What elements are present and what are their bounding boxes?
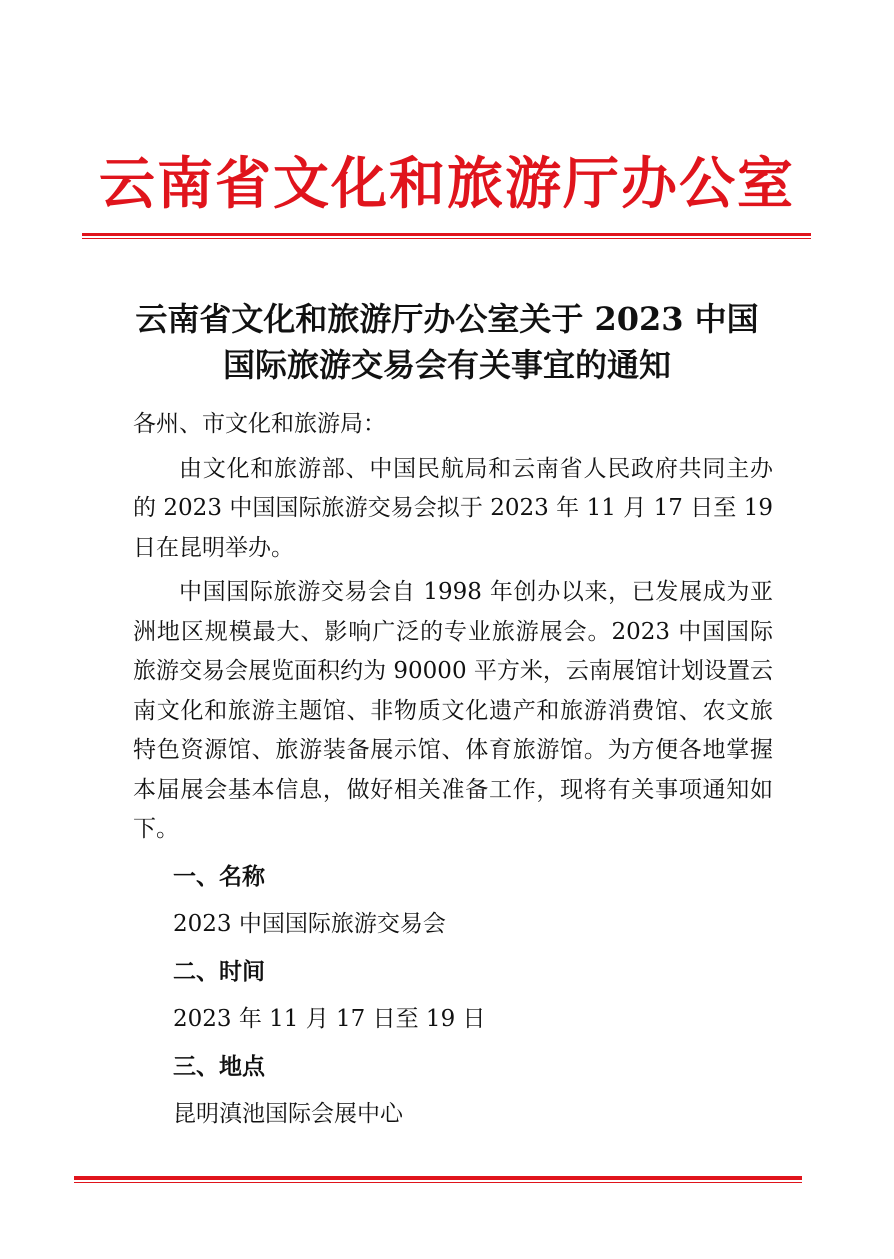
paragraph-1: 由文化和旅游部、中国民航局和云南省人民政府共同主办的 2023 中国国际旅游交易会拟于 2023 年 11 月 17 日至 19 日在昆明举办。 (133, 455, 773, 561)
section-body-name: 2023 中国国际旅游交易会 (173, 911, 446, 937)
document-body (133, 405, 773, 1135)
paragraph-2: 中国国际旅游交易会自 1998 年创办以来，已发展成为亚洲地区规模最大、影响广泛的专业旅游展会。2023 中国国际旅游交易会展览面积约为 90000 平方米，云南展馆计划设置云南文化和旅游主题馆、非物质文化遗产和旅游消费馆、农文旅特色资源馆、旅游装备展示馆、体育旅游馆。为方便各地掌握本届展会基本信息，做好相关准备工作，现将有关事项通知如下。 (133, 579, 773, 842)
footer-red-rule (74, 1176, 802, 1180)
letterhead-red-rule (82, 233, 811, 236)
letterhead-red-rule-thin (82, 238, 811, 239)
document-title-line-2: 国际旅游交易会有关事宜的通知 (222, 346, 671, 384)
section-heading-name: 一、名称 (173, 863, 265, 890)
document-title (100, 296, 794, 388)
section-heading-location: 三、地点 (173, 1053, 265, 1080)
salutation: 各州、市文化和旅游局： (133, 411, 386, 437)
section-heading-time: 二、时间 (173, 958, 265, 985)
document-title-line-1: 云南省文化和旅游厅办公室关于 2023 中国 (135, 300, 759, 338)
section-body-time: 2023 年 11 月 17 日至 19 日 (173, 1006, 486, 1032)
section-body-location: 昆明滇池国际会展中心 (173, 1101, 403, 1127)
letterhead-org-name: 云南省文化和旅游厅办公室 (99, 151, 795, 217)
footer-red-rule-thin (74, 1182, 802, 1183)
